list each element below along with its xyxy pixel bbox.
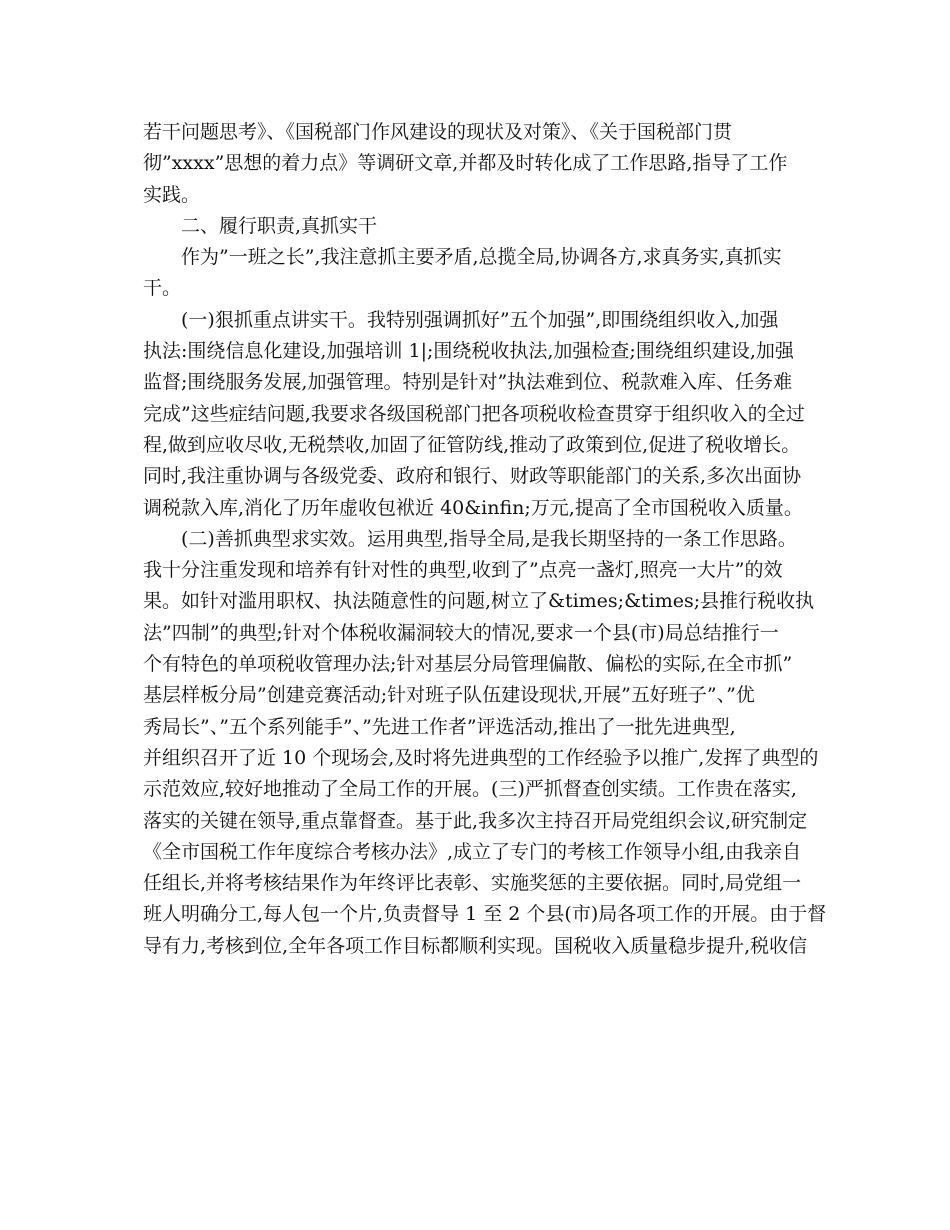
text-line-5: 作为”一班之长”,我注意抓主要矛盾,总揽全局,协调各方,求真务实,真抓实 — [143, 246, 782, 269]
text-line-14: (二)善抓典型求实效。运用典型,指导全局,是我长期坚持的一条工作思路。 — [143, 527, 797, 550]
body-text — [143, 117, 827, 962]
text-line-6: 干。 — [143, 277, 182, 300]
text-line-15: 我十分注重发现和培养有针对性的典型,收到了”点亮一盏灯,照亮一大片”的效 — [143, 559, 783, 582]
text-line-19: 基层样板分局”创建竞赛活动;针对班子队伍建设现状,开展”五好班子”、”优 — [143, 684, 755, 707]
text-line-25: 任组长,并将考核结果作为年终评比表彰、实施奖惩的主要依据。同时,局党组一 — [143, 872, 802, 895]
text-line-24: 《全市国税工作年度综合考核办法》,成立了专门的考核工作领导小组,由我亲自 — [143, 840, 802, 863]
text-line-26: 班人明确分工,每人包一个片,负责督导 1 至 2 个县(市)局各项工作的开展。由于督 — [143, 903, 827, 926]
section-heading: 二、履行职责,真抓实干 — [143, 214, 378, 237]
text-line-18: 个有特色的单项税收管理办法;针对基层分局管理偏散、偏松的实际,在全市抓” — [143, 653, 793, 676]
text-line-9: 监督;围绕服务发展,加强管理。特别是针对”执法难到位、税款难入库、任务难 — [143, 371, 793, 394]
text-line-12: 同时,我注重协调与各级党委、政府和银行、财政等职能部门的关系,多次出面协 — [143, 465, 802, 488]
text-line-10: 完成”这些症结问题,我要求各级国税部门把各项税收检查贯穿于组织收入的全过 — [143, 402, 805, 425]
text-line-11: 程,做到应收尽收,无税禁收,加固了征管防线,推动了政策到位,促进了税收增长。 — [143, 433, 801, 456]
text-line-16: 果。如针对滥用职权、执法随意性的问题,树立了&times;&times;县推行税收执 — [143, 590, 815, 613]
text-line-20: 秀局长”、”五个系列能手”、”先进工作者”评选活动,推出了一批先进典型, — [143, 715, 736, 738]
text-line-3: 实践。 — [143, 183, 201, 206]
text-line-2: 彻”xxxx”思想的着力点》等调研文章,并都及时转化成了工作思路,指导了工作 — [143, 152, 788, 175]
text-line-27: 导有力,考核到位,全年各项工作目标都顺利实现。国税收入质量稳步提升,税收信 — [143, 934, 808, 957]
text-line-13: 调税款入库,消化了历年虚收包袱近 40&infin;万元,提高了全市国税收入质量。 — [143, 496, 803, 519]
text-line-7: (一)狠抓重点讲实干。我特别强调抓好”五个加强”,即围绕组织收入,加强 — [143, 308, 779, 331]
text-line-22: 示范效应,较好地推动了全局工作的开展。(三)严抓督查创实绩。工作贵在落实, — [143, 778, 797, 801]
text-line-1: 若干问题思考》、《国税部门作风建设的现状及对策》、《关于国税部门贯 — [143, 121, 733, 143]
text-line-21: 并组织召开了近 10 个现场会,及时将先进典型的工作经验予以推广,发挥了典型的 — [143, 746, 819, 769]
text-line-8: 执法:围绕信息化建设,加强培训 1|;围绕税收执法,加强检查;围绕组织建设,加强 — [143, 340, 794, 363]
text-line-17: 法”四制”的典型;针对个体税收漏洞较大的情况,要求一个县(市)局总结推行一 — [143, 621, 779, 644]
text-line-23: 落实的关键在领导,重点靠督查。基于此,我多次主持召开局党组织会议,研究制定 — [143, 809, 808, 832]
